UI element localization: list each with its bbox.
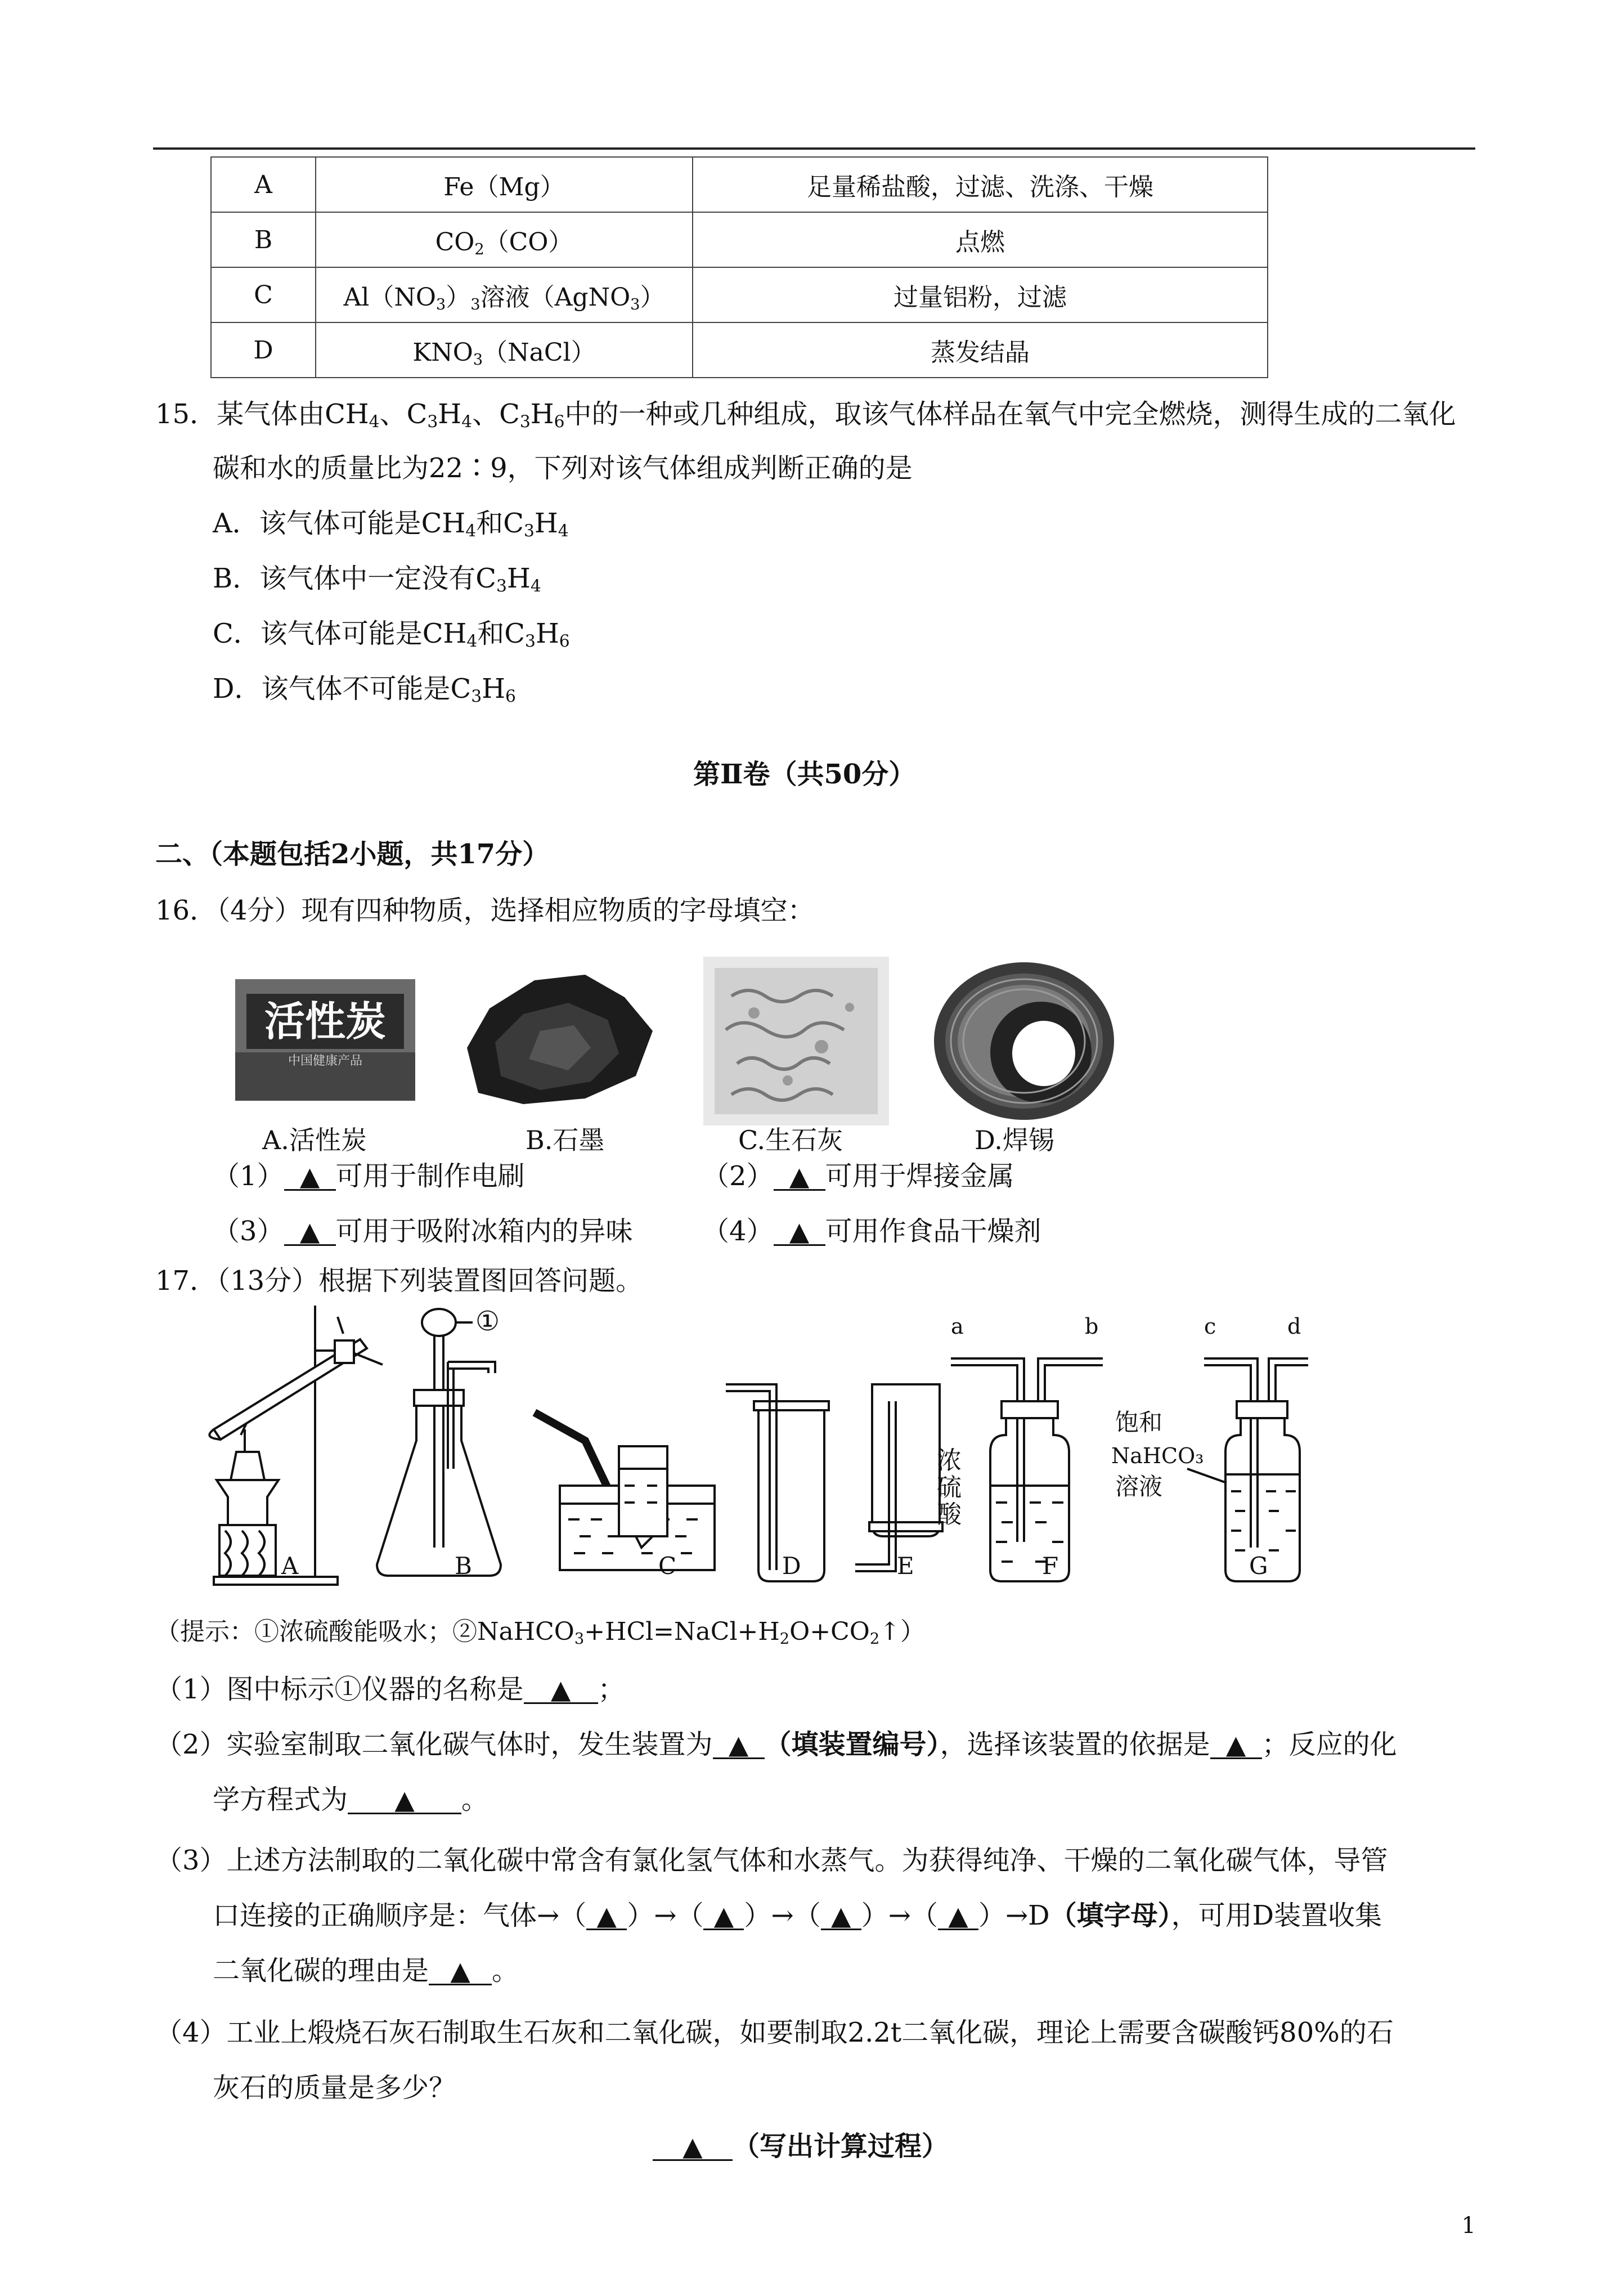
answer-blank[interactable]: ▲	[586, 1903, 627, 1930]
caption-c: C.生石灰	[738, 1125, 843, 1155]
port-label-c: c	[1204, 1314, 1216, 1339]
apparatus-label-b: B	[455, 1552, 472, 1580]
q17-part4-line1: （4）工业上煅烧石灰石制取生石灰和二氧化碳，如要制取2.2t二氧化碳，理论上需要含碳酸钙80%的石	[155, 2017, 1394, 2048]
apparatus-g	[1111, 1314, 1308, 1581]
item-text: 可用作食品干燥剂	[825, 1216, 1041, 1247]
q17-part3-line3	[213, 1957, 519, 1985]
page-number: 1	[1461, 2213, 1476, 2239]
row-substance: $CO_2(CO)$	[316, 212, 693, 267]
q15-option-a: A．该气体可能是$CH_4$和$C_3H_4$	[213, 508, 569, 541]
q16-stem: 16．（4分）现有四种物质，选择相应物质的字母填空：	[155, 895, 815, 926]
part-text: 。	[492, 1955, 519, 1986]
apparatus-label-d: D	[782, 1552, 801, 1580]
part-text: 二氧化碳的理由是	[213, 1955, 429, 1986]
section-title: 二、（本题包括2小题，共17分）	[155, 838, 550, 870]
q17-part4-line2: 灰石的质量是多少？	[213, 2072, 456, 2104]
q15-stem-line1: 15．某气体由$CH_4$、$C_3H_4$、$C_3H_6$中的一种或几种组成，取该气体样品在氧气中完全燃烧，测得生成的二氧化	[155, 398, 1456, 432]
answer-blank[interactable]: ▲	[774, 1163, 825, 1191]
part-text: ，可用D装置收集	[1171, 1900, 1382, 1931]
q15-option-c: C．该气体可能是$CH_4$和$C_3H_6$	[213, 618, 570, 652]
part-text: ；	[598, 1674, 625, 1705]
q16-item-1	[213, 1160, 525, 1192]
row-substance: $Al(NO_3)_3$溶液（AgNO$_3$）	[316, 267, 693, 322]
sign-text: 活性炭	[264, 998, 387, 1045]
item-prefix: （4）	[702, 1216, 774, 1247]
table-row	[211, 267, 1268, 322]
table-row	[211, 212, 1268, 267]
apparatus-label-f: F	[1042, 1552, 1059, 1580]
answer-blank[interactable]: ▲	[284, 1163, 336, 1191]
part-text: ）→（	[627, 1900, 704, 1931]
q17-hint: （提示：①浓硫酸能吸水；$②NaHCO_3+HCl=NaCl+H_2O+CO_2↑$）	[155, 1617, 926, 1648]
part-note: （填装置编号）	[764, 1729, 940, 1760]
answer-blank[interactable]: ▲	[938, 1903, 978, 1930]
g-side-text-2: NaHCO₃	[1111, 1443, 1204, 1468]
activated-carbon-photo	[235, 979, 415, 1101]
item-prefix: （3）	[213, 1216, 284, 1247]
caption-b: B.石墨	[526, 1125, 605, 1155]
apparatus-c	[535, 1412, 715, 1570]
f-side-text-3: 酸	[937, 1500, 962, 1529]
q17-stem: 17．（13分）根据下列装置图回答问题。	[155, 1265, 643, 1297]
part-text: （2）实验室制取二氧化碳气体时，发生装置为	[155, 1729, 713, 1760]
graphite-photo	[456, 963, 664, 1110]
q17-part2-line2	[213, 1786, 488, 1814]
row-label: C	[211, 267, 316, 322]
answer-blank[interactable]: ▲	[524, 1676, 598, 1704]
q15-stem-line2: 碳和水的质量比为22∶9，下列对该气体组成判断正确的是	[213, 452, 913, 484]
apparatus-label-g: G	[1249, 1552, 1268, 1580]
row-method: 足量稀盐酸，过滤、洗涤、干燥	[693, 157, 1268, 212]
apparatus-b	[377, 1306, 501, 1576]
row-label: A	[211, 157, 316, 212]
port-label-d: d	[1287, 1314, 1301, 1339]
circle-label: ①	[475, 1306, 500, 1337]
item-text: 可用于制作电刷	[335, 1160, 525, 1192]
item-text: 可用于焊接金属	[825, 1160, 1014, 1192]
g-side-text-1: 饱和	[1115, 1409, 1163, 1436]
q15-option-b: B．该气体中一定没有$C_3H_4$	[213, 563, 541, 597]
part-text: 学方程式为	[213, 1784, 348, 1815]
apparatus-diagram	[191, 1300, 1373, 1593]
sign-subtext: 中国健康产品	[288, 1054, 363, 1068]
apparatus-e	[855, 1384, 942, 1571]
answer-blank[interactable]: ▲	[1210, 1732, 1262, 1759]
answer-blank[interactable]: ▲	[653, 2133, 733, 2161]
row-label: B	[211, 212, 316, 267]
quicklime-packet-photo	[703, 957, 889, 1125]
part-text: 口连接的正确顺序是：气体→（	[213, 1900, 587, 1931]
q16-item-2	[702, 1160, 1014, 1192]
g-side-text-3: 溶液	[1115, 1473, 1163, 1500]
answer-blank[interactable]: ▲	[774, 1218, 825, 1246]
row-method: 点燃	[693, 212, 1268, 267]
q17-part2-line1	[155, 1731, 1397, 1759]
caption-d: D.焊锡	[975, 1125, 1054, 1155]
apparatus-label-c: C	[658, 1552, 677, 1580]
row-method: 过量铝粉，过滤	[693, 267, 1268, 322]
q16-item-4	[702, 1218, 1041, 1246]
table-row	[211, 322, 1268, 378]
part-text: （1）图中标示①仪器的名称是	[155, 1674, 524, 1705]
part-text: 。	[461, 1784, 489, 1815]
answer-blank[interactable]: ▲	[429, 1958, 492, 1985]
header-rule	[153, 147, 1475, 150]
apparatus-label-e: E	[897, 1552, 914, 1580]
item-text: 可用于吸附冰箱内的异味	[335, 1216, 633, 1247]
options-table	[210, 156, 1268, 378]
part-note: （填字母）	[1049, 1900, 1171, 1931]
table-row	[211, 157, 1268, 212]
solder-spool-photo	[928, 957, 1120, 1125]
answer-blank[interactable]: ▲	[284, 1218, 336, 1246]
q17-part1	[155, 1676, 625, 1704]
part-text: ；反应的化	[1261, 1729, 1397, 1760]
apparatus-label-a: A	[281, 1552, 299, 1580]
volume-title: 第Ⅱ卷（共50分）	[693, 759, 916, 790]
part-note: （写出计算过程）	[733, 2131, 949, 2162]
item-prefix: （1）	[213, 1160, 284, 1192]
q17-part4-line3	[653, 2133, 949, 2161]
answer-blank[interactable]: ▲	[703, 1903, 744, 1930]
part-text: ）→D	[978, 1900, 1050, 1931]
q16-item-3	[213, 1218, 633, 1246]
row-substance: Fe（Mg）	[316, 157, 693, 212]
part-text: ）→（	[744, 1900, 821, 1931]
answer-blank[interactable]: ▲	[821, 1903, 861, 1930]
port-label-a: a	[951, 1314, 964, 1339]
answer-blank[interactable]: ▲	[348, 1787, 461, 1814]
q15-option-d: D．该气体不可能是$C_3H_6$	[213, 673, 516, 707]
f-side-text-1: 浓	[937, 1446, 962, 1475]
caption-a: A.活性炭	[262, 1125, 367, 1155]
answer-blank[interactable]: ▲	[713, 1732, 765, 1759]
row-label: D	[211, 322, 316, 378]
q17-part3-line2	[213, 1902, 1382, 1930]
q17-part3-line1: （3）上述方法制取的二氧化碳中常含有氯化氢气体和水蒸气。为获得纯净、干燥的二氧化碳气体，导管	[155, 1845, 1388, 1876]
f-side-text-2: 硫	[937, 1473, 962, 1502]
apparatus-a	[209, 1306, 383, 1585]
row-method: 蒸发结晶	[693, 322, 1268, 378]
apparatus-f	[937, 1314, 1103, 1581]
item-prefix: （2）	[702, 1160, 774, 1192]
apparatus-d	[726, 1384, 829, 1581]
part-text: ，选择该装置的依据是	[940, 1729, 1210, 1760]
part-text: ）→（	[861, 1900, 938, 1931]
port-label-b: b	[1085, 1314, 1099, 1339]
row-substance: $KNO_3(NaCl)$	[316, 322, 693, 378]
